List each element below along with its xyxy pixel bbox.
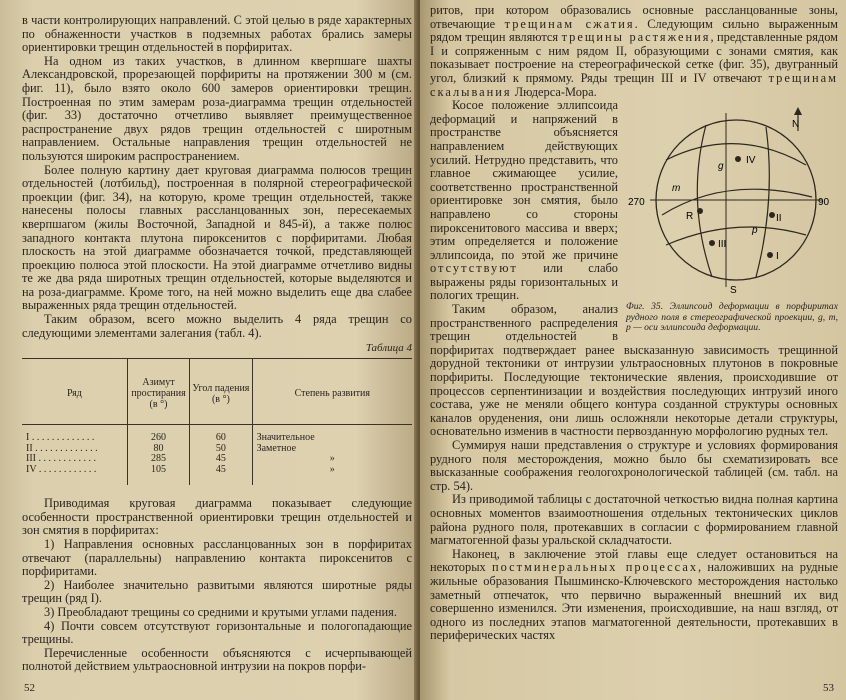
table-caption: Таблица 4 xyxy=(365,342,412,355)
table-4 xyxy=(22,358,412,485)
table-cell: 60 xyxy=(190,425,252,444)
great-circle-arc xyxy=(666,144,806,165)
axis-m-label: m xyxy=(672,183,681,195)
stereographic-projection-diagram xyxy=(626,105,838,295)
list-item: 3) Преобладают трещины со средними и крутыми углами падения. xyxy=(44,605,397,619)
table-header: Ряд xyxy=(22,359,127,425)
pole-point xyxy=(709,240,715,246)
right-page xyxy=(420,0,846,700)
page-number: 53 xyxy=(823,682,834,694)
list-item: 2) Наиболее значительно развитыми являются широтные ряды трещин (ряд I). xyxy=(22,577,412,606)
table-header: Степень развития xyxy=(252,359,412,425)
table-cell: Значительное xyxy=(252,425,412,444)
paragraph: На одном из таких участков, в длинном кверпшаге шахты Александровской, прорезающей порфириты на протяжении 300 м (см. фиг. 11), было взято около 600 замеров ориентировки трещин. Построенная по этим замерам роза-диаграмма трещин отдельностей (фиг. 33) достаточно отчетливо выявляет преимущественное распространение двух рядов трещин отдельностей с широтным направлением. Остальные направления трещин отдельностей не пользуются широким распространением. xyxy=(22,53,412,163)
paragraph: Более полную картину дает круговая диаграмма полюсов трещин отдельностей (лотбильд), построенная в полярной стереографической проекции (фиг. 34), на которую, кроме трещин отдельностей, также нанесены полосы главных рассланцованных зон, пересекаемых кверпшагом (жилы Восточной, Западной и 845-й), а также полюс западного контакта плутона пироксенитов с порфиритами. Любая плоскость на этой диаграмме обозначается точкой, представляющей проекцию полюса этой плоскости. На этой диаграмме отчетливо видны те же два ряда широтных трещин отдельностей, которые выделяются и на роза-диаграмме. Кроме того, на ней можно выделить еще два слабее выраженных ряда трещин отдельностей. xyxy=(22,162,412,313)
table-cell: 260 xyxy=(127,425,189,444)
pole-point xyxy=(735,156,741,162)
figure-caption: Фиг. 35. Эллипсоид деформации в порфиритах рудного поля в стереографической проекции, g, m, p — оси эллипсоида деформации. xyxy=(626,301,838,334)
table-cell: 105 xyxy=(127,465,189,486)
paragraph: Наконец, в заключение этой главы еще следует остановиться на некоторых постминеральных процессах, наложивших на рудные жильные образования Пышминско-Ключевского месторождения настолько заметный отпечаток, что первично выраженный внешний их вид совершенно изменился. Эти изменения, происходившие, на наш взгляд, от одного из последних этапов магматогенной деятельности, протекавших в периферических частях xyxy=(430,546,839,643)
table-cell: 285 xyxy=(127,454,189,465)
paragraph: Косое положение эллипсоида деформаций и напряжений в пространстве объясняется направлением действующих усилий. Нетрудно представить, что главное сжимающее усилие, соответственно пространственной ориентировке зон смятия, было направлено со стороны пироксенитового массива и вверх; этим определяется и положение эллипсоида, по этой же причине отсутствуют или слабо выражены ряды горизонтальных и пологих трещин. xyxy=(430,98,618,303)
paragraph: Из приводимой таблицы с достаточной четкостью видна полная картина основных моментов взаимоотношения отдельных тектонических циклов района рудного поля, протекавших в согласии с формированием главной магматогенной фазы уральской складчатости. xyxy=(430,492,838,548)
table-row xyxy=(22,425,412,444)
pole-point xyxy=(769,212,775,218)
paragraph: в части контролирующих направлений. С этой целью в ряде характерных по обнаженности участков в подземных работах брались замеры ориентировки трещин отдельностей в порфиритах. xyxy=(22,13,412,55)
great-circle-arc xyxy=(662,189,812,215)
table-header: Азимут простирания (в °) xyxy=(127,359,189,425)
table-cell: III . . . . . . . . . . . . xyxy=(26,453,96,465)
row-i-label: I xyxy=(776,251,779,263)
figure-35 xyxy=(626,105,838,334)
paragraph: Перечисленные особенности объясняются с исчерпывающей полнотой действием ультраосновной интрузии на покров порфи- xyxy=(22,645,412,674)
table-row xyxy=(22,465,412,486)
table-cell: 80 xyxy=(127,444,189,455)
table-cell: II . . . . . . . . . . . . . xyxy=(26,442,98,454)
table-cell: I . . . . . . . . . . . . . xyxy=(26,432,95,444)
list-item: 4) Почти совсем отсутствуют горизонтальные и пологопадающие трещины. xyxy=(22,618,412,647)
table-header: Угол падения (в °) xyxy=(190,359,252,425)
east-label: 90 xyxy=(818,197,830,209)
table-cell: 45 xyxy=(190,465,252,486)
paragraph: Суммируя наши представления о структуре и условиях формирования рудного поля месторождения, можно было бы схематизировать все высказанные соображения геологохронологической таблицей (см. табл. на стр. 54). xyxy=(430,438,838,493)
table-cell: 45 xyxy=(190,454,252,465)
row-iii-label: III xyxy=(718,239,727,251)
axis-p-label: p xyxy=(752,225,758,237)
table-cell: » xyxy=(252,454,412,465)
table-cell: 50 xyxy=(190,444,252,455)
list-item: 1) Направления основных рассланцованных зон в порфиритах отвечают (параллельны) направлению контакта пироксенитов с порфиритами. xyxy=(22,537,412,579)
table-cell: IV . . . . . . . . . . . . xyxy=(26,463,97,475)
table-cell: Заметное xyxy=(252,444,412,455)
pole-point xyxy=(767,252,773,258)
north-arrow-head-icon xyxy=(794,107,802,115)
north-label: N xyxy=(792,119,800,131)
pole-r-label: R xyxy=(686,211,694,223)
page-number: 52 xyxy=(24,682,35,694)
row-ii-label: II xyxy=(776,213,782,225)
left-page xyxy=(0,0,418,700)
west-label: 270 xyxy=(628,197,645,209)
axis-g-label: g xyxy=(718,161,724,173)
table-cell: » xyxy=(252,465,412,486)
paragraph: Таким образом, всего можно выделить 4 ряда трещин со следующими элементами залегания (табл. 4). xyxy=(22,312,412,340)
row-iv-label: IV xyxy=(746,155,756,167)
paragraph: Таким образом, анализ пространственного распределения трещин отдельностей в порфиритах подтверждает ранее высказанную зависимость трещинной дорудной тектоники от интрузии ультраосновных плутонов в покровные порфириты. Последующие тектонические явления, происходившие от процессов серпентинизации и воздействия последующих интрузий иного состава, уже не меняли общего контура созданной структуры основных каналов оруденения, они лишь осложняли некоторые детали структуры, основательно изменив в частности первоздaнную морфологию рудных тел. xyxy=(430,302,838,439)
paragraph: Приводимая круговая диаграмма показывает следующие особенности пространственной ориентировки трещин отдельностей и зон смятия в порфиритах: xyxy=(22,496,412,538)
south-label: S xyxy=(730,285,737,296)
pole-point xyxy=(697,208,703,214)
great-circle-arc xyxy=(666,227,806,245)
paragraph: ритов, при котором образовались основные рассланцованные зоны, отвечающие трещинам сжатия. Следующим сильно выраженным рядом трещин являются трещины растяжения, представленные рядом I и сопряженным с ним рядом II, образующими с зонами смятия, как показывает построение на стереографической сетке (фиг. 35), двугранный угол, близкий к прямому. Ряды трещин III и IV отвечают трещинам скалывания Людерса-Мора. xyxy=(430,3,839,99)
